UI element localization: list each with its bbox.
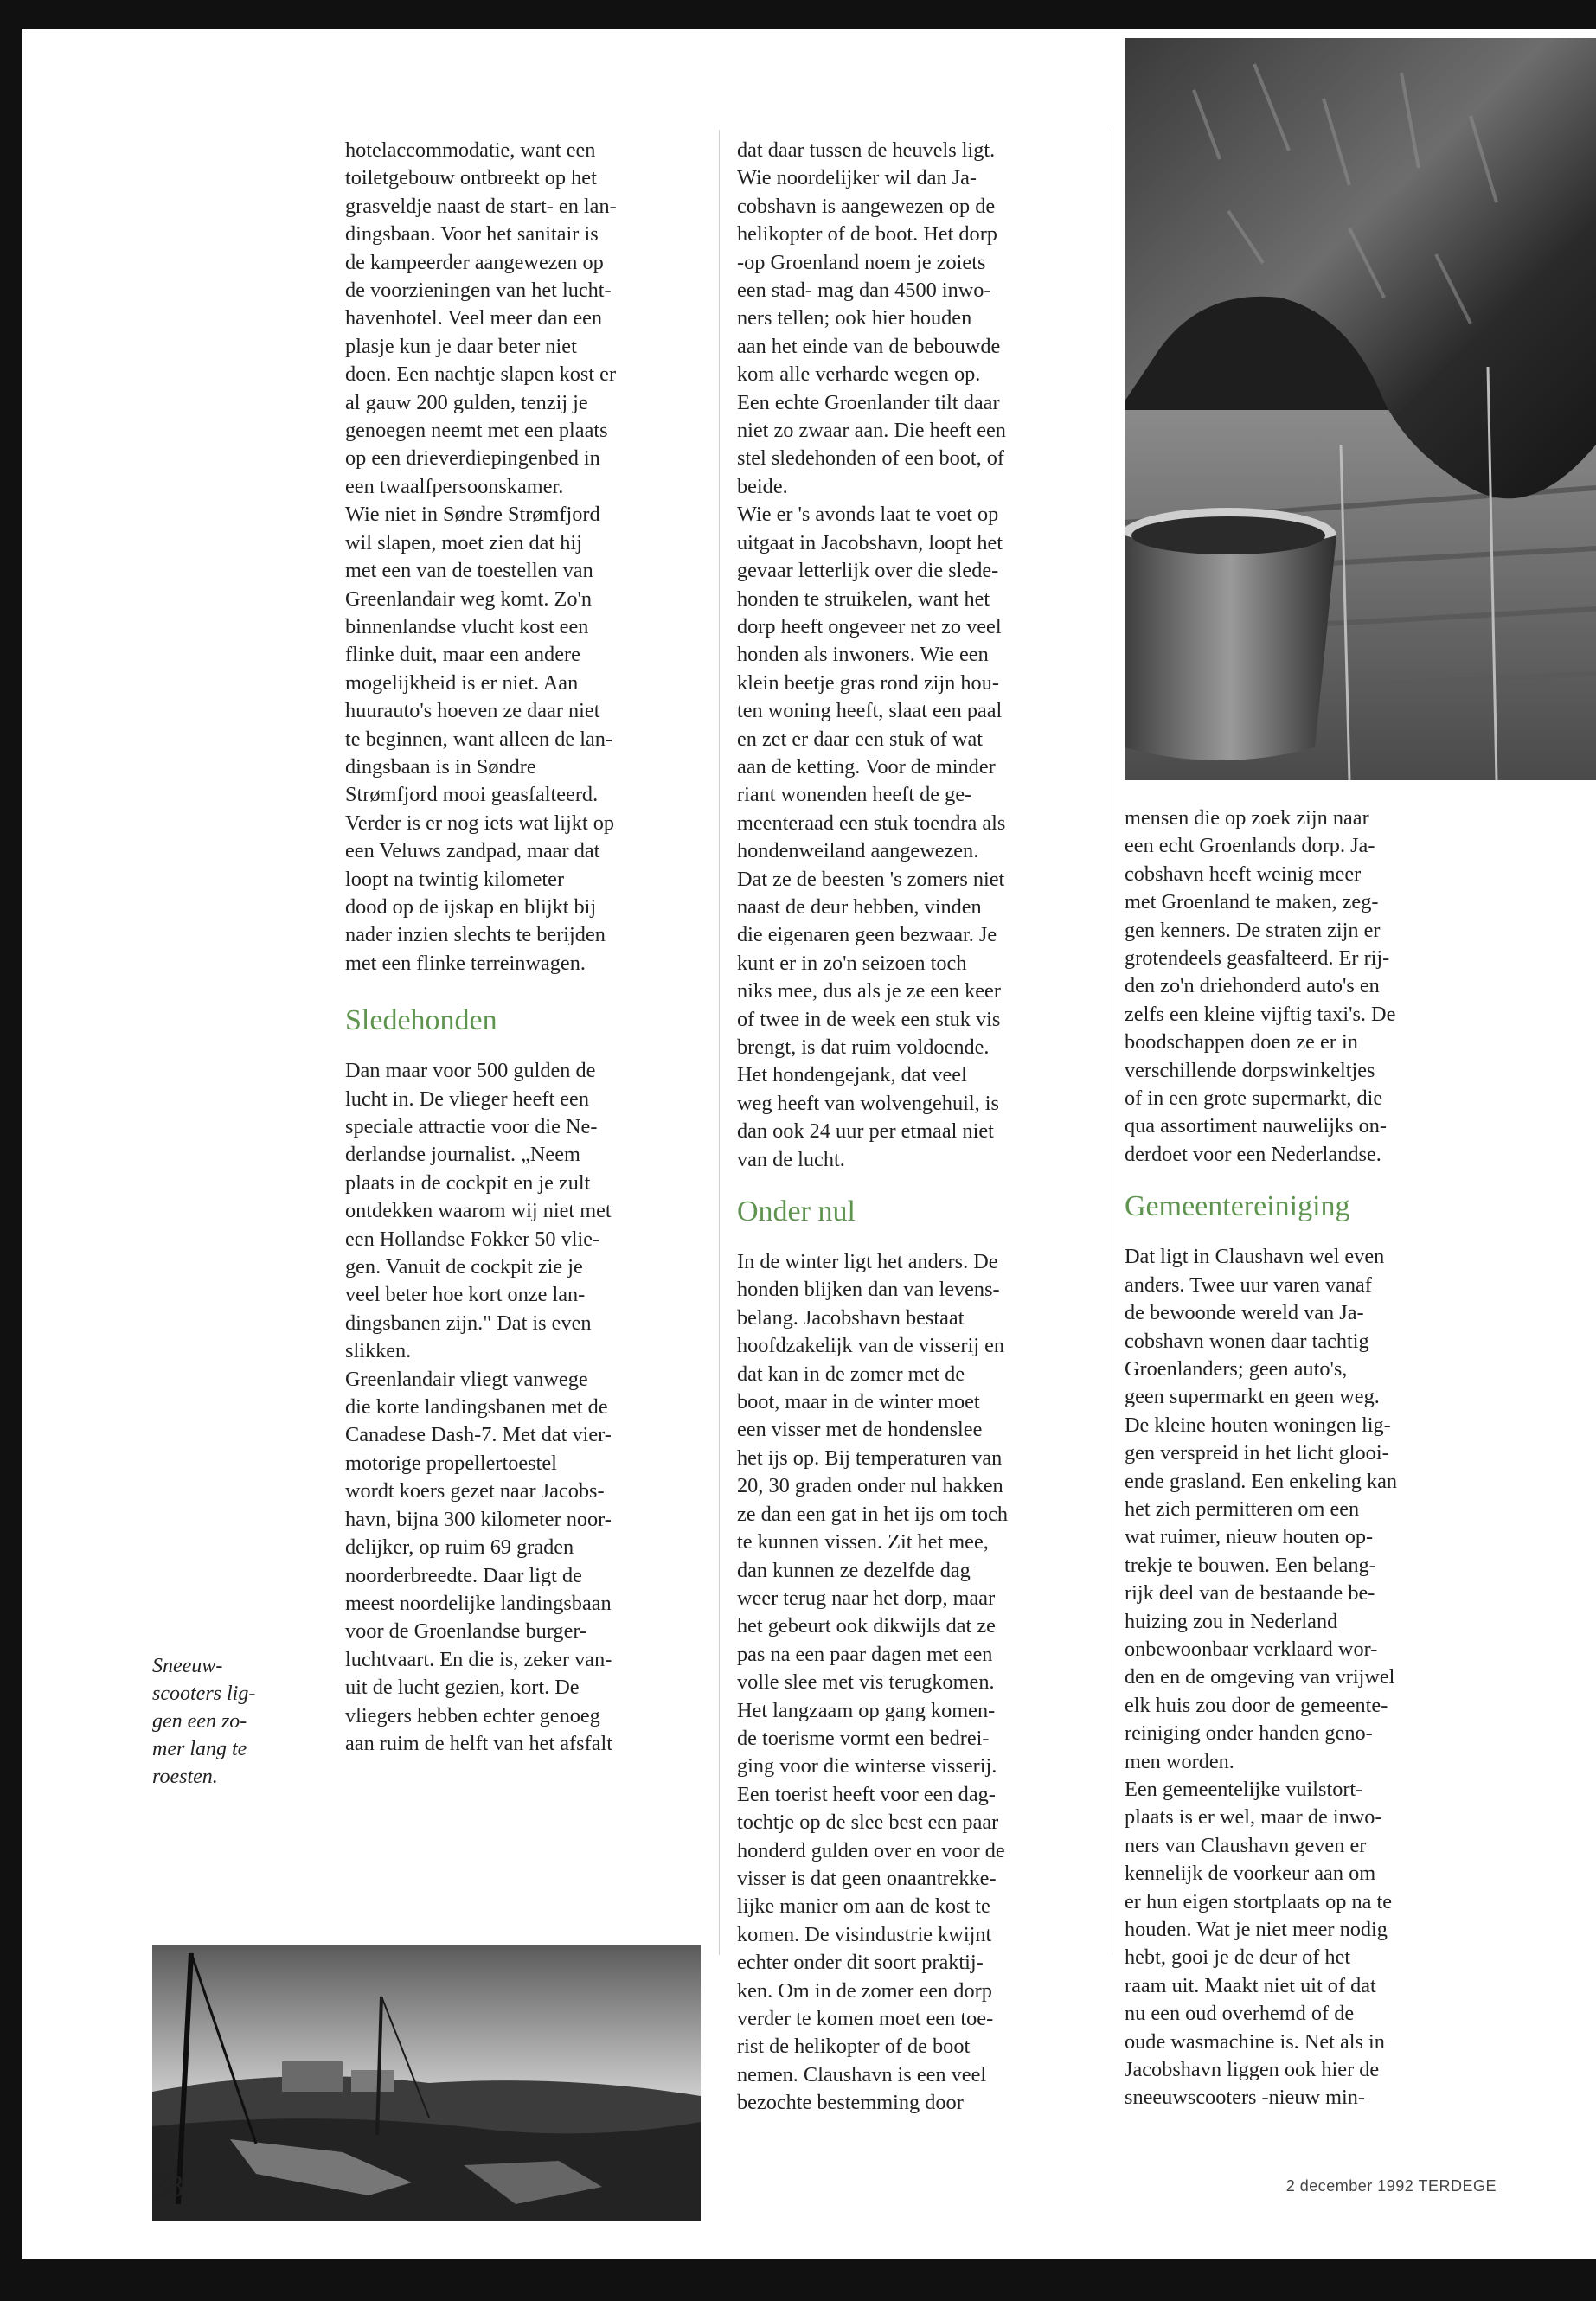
snowscooters-landscape-photo (152, 1945, 701, 2221)
dog-and-bucket-photo (1125, 38, 1596, 780)
column-1-paragraph-1: hotelaccommodatie, want een toiletgebouw ontbreekt op het grasveldje naast de start- en lan- dingsbaan. Voor het sanitair is de kampeerder aangewezen op de voorzieningen van het lucht- havenhotel. Veel meer dan een plasje kun je daar beter niet doen. Een nachtje slapen kost er al gauw 200 gulden, tenzij je genoegen neemt met een plaats op een drieverdiepingenbed in een twaalfpersoonskamer. Wie niet in Søndre Strømfjord wil slapen, moet zien dat hij met een van de toestellen van Greenlandair weg komt. Zo'n binnenlandse vlucht kost een flinke duit, maar een andere mogelijkheid is er niet. Aan huurauto's hoeven ze daar niet te beginnen, want alleen de lan- dingsbaan is in Søndre Strømfjord mooi geasfalteerd. Verder is er nog iets wat lijkt op een Veluws zandpad, maar dat loopt na twintig kilometer dood op de ijskap en blijkt bij nader inzien slechts te berijden met een flinke terreinwagen. (345, 138, 617, 975)
scan-border-bottom (0, 2259, 1596, 2301)
issue-date-and-magazine: 2 december 1992 TERDEGE (1285, 2177, 1497, 2195)
scan-border-left (0, 0, 22, 2301)
column-3-paragraph-1: mensen die op zoek zijn naar een echt Groenlands dorp. Ja- cobshavn heeft weinig meer met Groenland te maken, zeg- gen kenners. De straten zijn er grotendeels geasfalteerd. Er rij- den zo'n driehonderd auto's en zelfs een kleine vijftig taxi's. De boodschappen doen ze er in verschillende dorpswinkeltjes of in een grote supermarkt, die qua assortiment nauwelijks on- derdoet voor een Nederlandse. (1125, 806, 1396, 1166)
column-3-paragraph-2: Dat ligt in Claushavn wel even anders. Twee uur varen vanaf de bewoonde wereld van Ja- cobshavn wonen daar tachtig Groenlanders; geen auto's, geen supermarkt en geen weg. De kleine houten woningen lig- gen verspreid in het licht glooi- ende grasland. Een enkeling kan het zich permitteren om een wat ruimer, nieuw houten op- trekje te bouwen. Een belang- rijk deel van de bestaande be- huizing zou in Nederland onbewoonbaar verklaard wor- den en de omgeving van vrijwel elk huis zou door de gemeente- reiniging onder handen geno- men worden. Een gemeentelijke vuilstort- plaats is er wel, maar de inwo- ners van Claushavn geven er kennelijk de voorkeur aan om er hun eigen stortplaats op na te houden. Wat je niet meer nodig hebt, gooi je de deur of het raam uit. Maakt niet uit of dat nu een oud overhemd of de oude wasmachine is. Net als in Jacobshavn liggen ook hier de sneeuwscooters -nieuw min- (1125, 1245, 1398, 2110)
heading-onder-nul: Onder nul (737, 1195, 856, 1228)
scan-border-top (0, 0, 1596, 29)
article-column-1 (345, 137, 701, 1758)
column-2-paragraph-1: dat daar tussen de heuvels ligt. Wie noordelijker wil dan Ja- cobshavn is aangewezen op de helikopter of de boot. Het dorp -op Groenland noem je zoiets een stad- mag dan 4500 inwo- ners tellen; ook hier houden aan het einde van de bebouwde kom alle verharde wegen op. Een echte Groenlander tilt daar niet zo zwaar aan. Die heeft een stel sledehonden of een boot, of beide. Wie er 's avonds laat te voet op uitgaat in Jacobshavn, loopt het gevaar letterlijk over die slede- honden te struikelen, want het dorp heeft ongeveer net zo veel honden als inwoners. Wie een klein beetje gras rond zijn hou- ten woning heeft, slaat een paal en zet er daar een stuk of wat aan de ketting. Voor de minder riant wonenden heeft de ge- meenteraad een stuk toendra als hondenweiland aangewezen. Dat ze de beesten 's zomers niet naast de deur hebben, vinden die eigenaren geen bezwaar. Je kunt er in zo'n seizoen toch niks mee, dus als je ze een keer of twee in de week een stuk vis brengt, is dat ruim voldoende. Het hondengejank, dat veel weg heeft van wolvengehuil, is dan ook 24 uur per etmaal niet van de lucht. (737, 138, 1006, 1171)
heading-gemeentereiniging: Gemeentereiniging (1125, 1190, 1350, 1223)
photo-caption: Sneeuw- scooters lig- gen een zo- mer lang te roesten. (152, 1655, 256, 1788)
column-2-paragraph-2: In de winter ligt het anders. De honden blijken dan van levens- belang. Jacobshavn bestaat hoofdzakelijk van de visserij en dat kan in de zomer met de boot, maar in de winter moet een visser met de hondenslee het ijs op. Bij temperaturen van 20, 30 graden onder nul hakken ze dan een gat in het ijs om toch te kunnen vissen. Zit het mee, dan kunnen ze dezelfde dag weer terug naar het dorp, maar het gebeurt ook dikwijls dat ze pas na een paar dagen met een volle slee met vis terugkomen. Het langzaam op gang komen- de toerisme vormt een bedrei- ging voor die winterse visserij. Een toerist heeft voor een dag- tochtje op de slee best een paar honderd gulden over en voor de visser is dat geen onaantrekke- lijke manier om aan de kost te komen. De visindustrie kwijnt echter onder dit soort praktij- ken. Om in de zomer een dorp verder te komen moet een toe- rist de helikopter of de boot nemen. Claushavn is een veel bezochte bestemming door (737, 1250, 1009, 2115)
column-1-paragraph-2: Dan maar voor 500 gulden de lucht in. De vlieger heeft een speciale attractie voor die Ne- derlandse journalist. „Neem plaats in de cockpit en je zult ontdekken waarom wij niet met een Hollandse Fokker 50 vlie- gen. Vanuit de cockpit zie je veel beter hoe kort onze lan- dingsbanen zijn." Dat is even slikken. Greenlandair vliegt vanwege die korte landingsbanen met de Canadese Dash-7. Met dat vier- motorige propellertoestel wordt koers gezet naar Jacobs- havn, bijna 300 kilometer noor- delijker, op ruim 69 graden noorderbreedte. Daar ligt de meest noordelijke landingsbaan voor de Groenlandse burger- luchtvaart. En die is, zeker van- uit de lucht gezien, kort. De vliegers hebben echter genoeg aan ruim de helft van het afsfalt (345, 1059, 612, 1755)
heading-sledehonden: Sledehonden (345, 1004, 497, 1037)
article-column-3 (1125, 804, 1488, 2112)
page-number: 38 (152, 2169, 183, 2203)
article-column-2 (737, 137, 1100, 2118)
column-rule-1 (719, 130, 720, 1955)
